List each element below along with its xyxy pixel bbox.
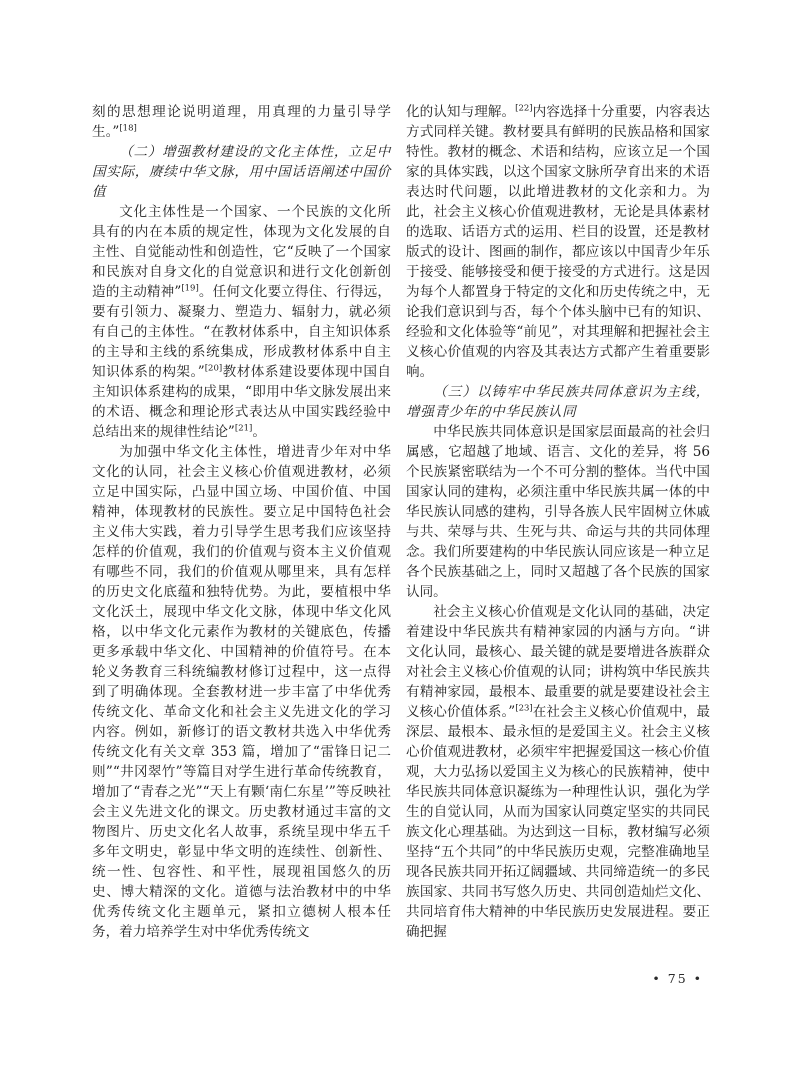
paragraph: 为加强中华文化主体性，增进青少年对中华文化的认同，社会主义核心价值观进教材，必须立足中国实际，凸显中国立场、中国价值、中国精神，体现教材的民族性。要立足中国特色社会主义伟大实践，着力引导学生思考我们应该坚持怎样的价值观，我们的价值观与资本主义价值观有哪些不同，我们的价值观从哪里来，具有怎样的历史文化底蕴和独特优势。为此，要植根中华文化沃土，展现中华文化文脉，体现中华文化风格，以中华文化元素作为教材的关键底色，传播更多承载中华文化、中国精神的价值符号。在本轮义务教育三科统编教材修订过程中，这一点得到了明确体现。全套教材进一步丰富了中华优秀传统文化、革命文化和社会主义先进文化的学习内容。例如，新修订的语文教材共选入中华优秀传统文化有关文章 353 篇，增加了“雷锋日记二则”“井冈翠竹”等篇目对学生进行革命传统教育，增加了“青春之光”“天上有颗‘南仁东星’”等反映社会主义先进文化的课文。历史教材通过丰富的文物图片、历史文化名人故事，系统呈现中华五千多年文明史，彰显中华文明的连续性、创新性、统一性、包容性、和平性，展现祖国悠久的历史、博大精深的文化。道德与法治教材中的中华优秀传统文化主题单元，紧扣立德树人根本任务，着力培养学生对中华优秀传统文 (92, 444, 391, 940)
paragraph: 社会主义核心价值观是文化认同的基础，决定着建设中华民族共有精神家园的内涵与方向。“讲文化认同，最核心、最关键的就是要增进各族群众对社会主义核心价值观的认同；讲构筑中华民族共有精神家园，最根本、最重要的就是要建设社会主义核心价值体系。”[23]在社会主义核心价值观中，最深层、最根本、最永恒的是爱国主义。社会主义核心价值观进教材，必须牢牢把握爱国这一核心价值观，大力弘扬以爱国主义为核心的民族精神，使中华民族共同体意识凝练为一种理性认识，强化为学生的自觉认同，从而为国家认同奠定坚实的共同民族文化心理基础。为达到这一目标，教材编写必须坚持“五个共同”的中华民族历史观，完整准确地呈现各民族共同开拓辽阔疆域、共同缔造统一的多民族国家、共同书写悠久历史、共同创造灿烂文化、共同培育伟大精神的中华民族历史发展进程。要正确把握 (406, 604, 710, 940)
right-column (406, 102, 710, 942)
citation-ref: [19] (181, 283, 199, 294)
citation-ref: [23] (515, 703, 533, 714)
paragraph: 化的认知与理解。[22]内容选择十分重要，内容表达方式同样关键。教材要具有鲜明的民族品格和国家特性。教材的概念、术语和结构，应该立足一个国家的具体实践，以这个国家文脉所孕育出来的术语表达时代问题，以此增进教材的文化亲和力。为此，社会主义核心价值观进教材，无论是具体素材的选取、话语方式的运用、栏目的设置，还是教材版式的设计、图画的制作，都应该以中国青少年乐于接受、能够接受和便于接受的方式进行。这是因为每个人都置身于特定的文化和历史传统之中，无论我们意识到与否，每个个体头脑中已有的知识、经验和文化体验等“前见”，对其理解和把握社会主义核心价值观的内容及其表达方式都产生着重要影响。 (406, 103, 711, 380)
citation-ref: [20] (204, 363, 223, 374)
paragraph: 中华民族共同体意识是国家层面最高的社会归属感，它超越了地域、语言、文化的差异，将 56 个民族紧密联结为一个不可分割的整体。当代中国国家认同的建构，必须注重中华民族共属一体的中华民族认同感的建构，引导各族人民牢固树立休戚与共、荣辱与共、生死与共、命运与共的共同体理念。我们所要建构的中华民族认同应该是一种立足各个民族基础之上，同时又超越了各个民族的国家认同。 (406, 424, 710, 600)
left-column (92, 102, 391, 942)
citation-ref: [18] (119, 123, 137, 134)
paragraph: 刻的思想理论说明道理，用真理的力量引导学生。”[18] (92, 104, 391, 140)
citation-ref: [21] (234, 423, 253, 434)
section-heading: （三）以铸牢中华民族共同体意识为主线，增强青少年的中华民族认同 (406, 384, 710, 420)
paragraph: 文化主体性是一个国家、一个民族的文化所具有的内在本质的规定性，体现为文化发展的自主性、自觉能动性和创造性，它“反映了一个国家和民族对自身文化的自觉意识和进行文化创新创造的主动精神”[19]。任何文化要立得住、行得远，要有引领力、凝聚力、塑造力、辐射力，就必须有自己的主体性。“在教材体系中，自主知识体系的主导和主线的系统集成，形成教材体系中自主知识体系的构架。”[20]教材体系建设要体现中国自主知识体系建构的成果，“即用中华文脉发展出来的术语、概念和理论形式表达从中国实践经验中总结出来的规律性结论”[21]。 (92, 204, 392, 440)
section-heading: （二）增强教材建设的文化主体性，立足中国实际，赓续中华文脉，用中国话语阐述中国价值 (92, 144, 391, 200)
page-number: • 75 • (652, 971, 703, 986)
citation-ref: [22] (515, 103, 533, 114)
